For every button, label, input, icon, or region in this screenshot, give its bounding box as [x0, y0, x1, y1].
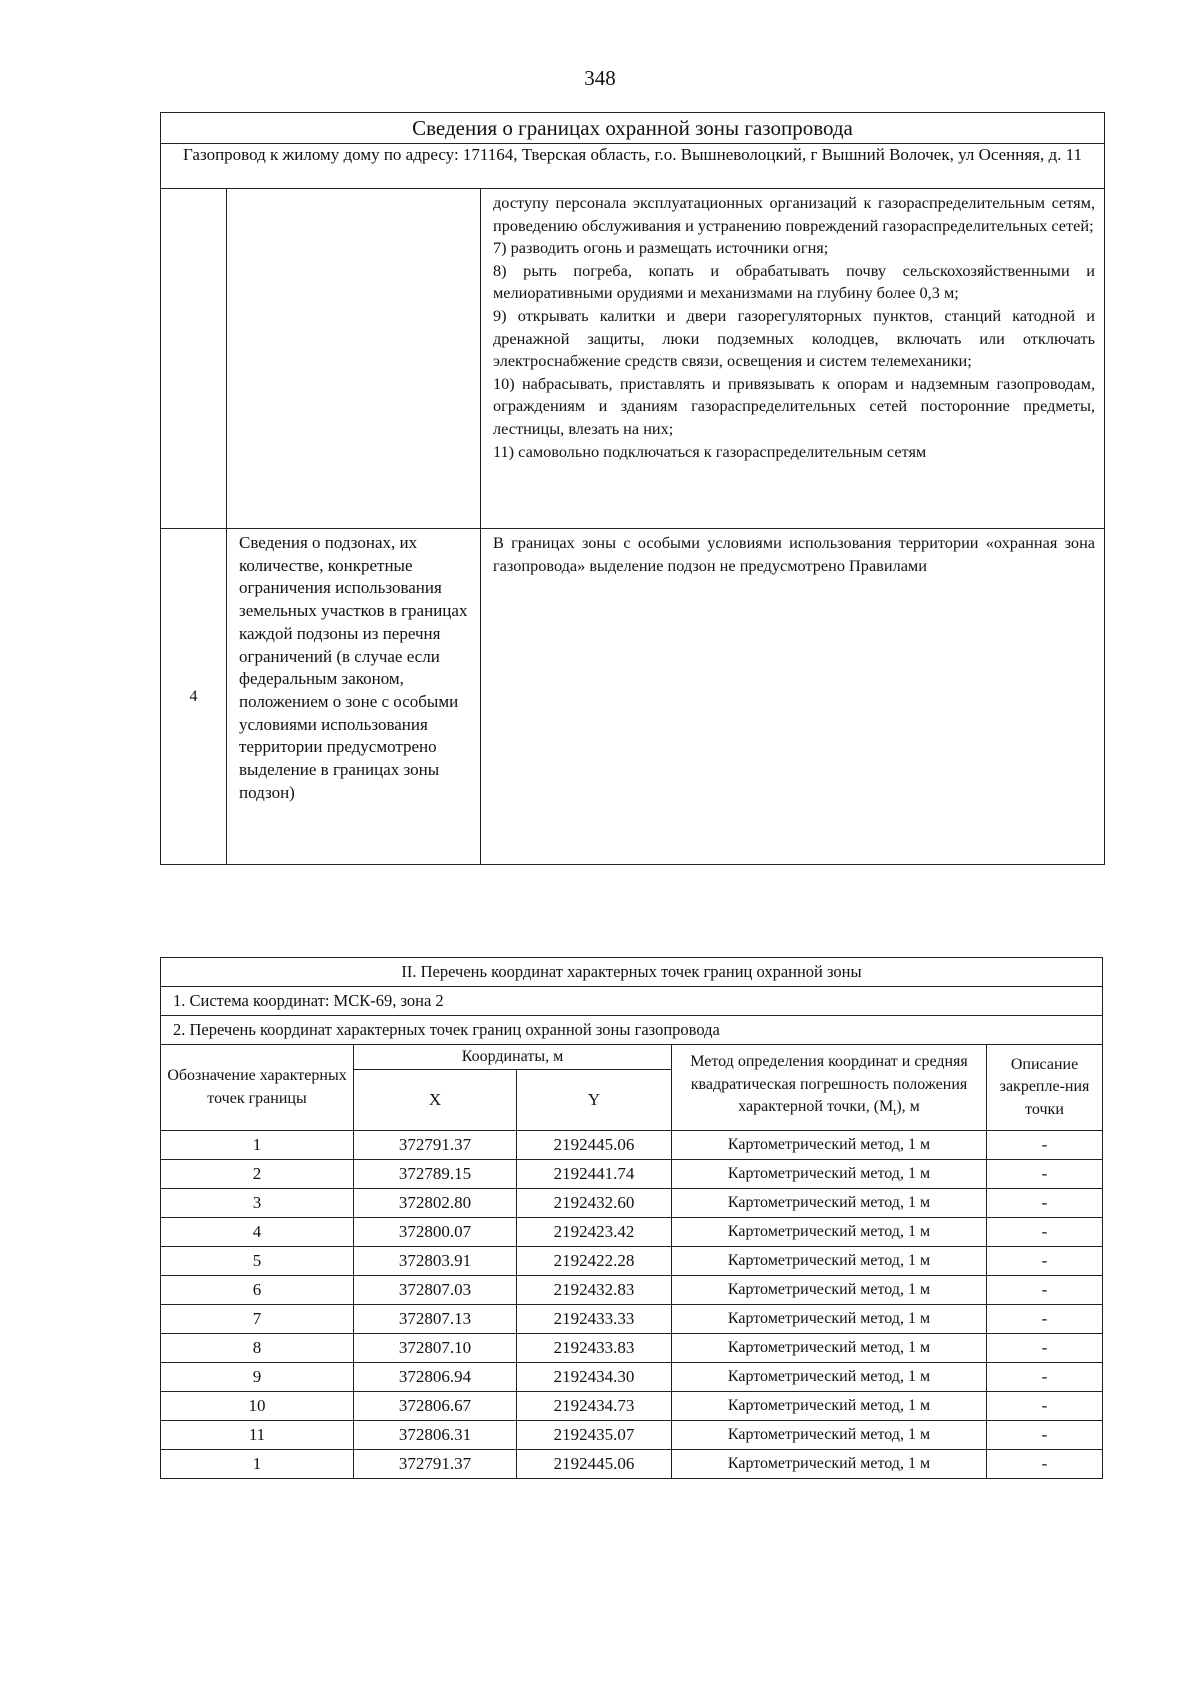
y-cell: 2192432.83 — [517, 1276, 672, 1305]
method-cell: Картометрический метод, 1 м — [672, 1160, 987, 1189]
y-cell: 2192432.60 — [517, 1189, 672, 1218]
description-cell: - — [987, 1450, 1103, 1479]
table-row — [161, 1363, 1103, 1392]
method-cell: Картометрический метод, 1 м — [672, 1247, 987, 1276]
subzones-row — [161, 529, 1105, 865]
table-row — [161, 1218, 1103, 1247]
x-cell: 372807.13 — [354, 1305, 517, 1334]
table-row — [161, 1276, 1103, 1305]
method-cell: Картометрический метод, 1 м — [672, 1305, 987, 1334]
x-cell: 372802.80 — [354, 1189, 517, 1218]
method-cell: Картометрический метод, 1 м — [672, 1450, 987, 1479]
subzones-number: 4 — [161, 529, 227, 865]
point-id-cell: 11 — [161, 1421, 354, 1450]
y-cell: 2192441.74 — [517, 1160, 672, 1189]
method-cell: Картометрический метод, 1 м — [672, 1131, 987, 1160]
restriction-line: 9) открывать калитки и двери газорегуляторных пунктов, станций катодной и дренажной защиты, люки подземных колодцев, включать или отключать электроснабжение средств связи, освещения и систем телемеханики; — [493, 305, 1096, 371]
point-id-cell: 1 — [161, 1450, 354, 1479]
subzones-label: Сведения о подзонах, их количестве, конкретные ограничения использования земельных участков в границах каждой подзоны из перечня ограничений (в случае если федеральным законом, положением о зоне с особыми условиями использования территории предусмотрено выделение в границах зоны подзон) — [227, 529, 481, 865]
y-cell: 2192423.42 — [517, 1218, 672, 1247]
description-cell: - — [987, 1392, 1103, 1421]
section-title: II. Перечень координат характерных точек границ охранной зоны — [161, 958, 1103, 987]
page-number: 348 — [584, 66, 616, 90]
point-id-cell: 6 — [161, 1276, 354, 1305]
point-id-cell: 9 — [161, 1363, 354, 1392]
description-cell: - — [987, 1334, 1103, 1363]
method-cell: Картометрический метод, 1 м — [672, 1189, 987, 1218]
table-row — [161, 1334, 1103, 1363]
restriction-line: 7) разводить огонь и размещать источники огня; — [493, 238, 829, 258]
description-cell: - — [987, 1421, 1103, 1450]
coordinates-table — [160, 957, 1103, 1479]
header-x: X — [354, 1070, 517, 1131]
point-id-cell: 3 — [161, 1189, 354, 1218]
point-id-cell: 10 — [161, 1392, 354, 1421]
point-id-cell: 4 — [161, 1218, 354, 1247]
x-cell: 372800.07 — [354, 1218, 517, 1247]
table-header-row — [161, 1045, 1103, 1070]
description-cell: - — [987, 1160, 1103, 1189]
y-cell: 2192434.30 — [517, 1363, 672, 1392]
description-cell: - — [987, 1218, 1103, 1247]
restrictions-number-cell — [161, 189, 227, 529]
table-row — [161, 1392, 1103, 1421]
table-row — [161, 1247, 1103, 1276]
y-cell: 2192445.06 — [517, 1450, 672, 1479]
point-id-cell: 7 — [161, 1305, 354, 1334]
y-cell: 2192434.73 — [517, 1392, 672, 1421]
x-cell: 372791.37 — [354, 1450, 517, 1479]
method-cell: Картометрический метод, 1 м — [672, 1421, 987, 1450]
description-cell: - — [987, 1276, 1103, 1305]
header-point: Обозначение характерных точек границы — [161, 1045, 354, 1131]
restriction-line: 10) набрасывать, приставлять и привязывать к опорам и надземным газопроводам, ограждениям и зданиям газораспределительных сетей посторонние предметы, лестницы, влезать на них; — [493, 373, 1096, 438]
description-cell: - — [987, 1131, 1103, 1160]
y-cell: 2192433.33 — [517, 1305, 672, 1334]
points-body — [161, 1131, 1103, 1479]
restrictions-text-cell — [481, 189, 1105, 529]
x-cell: 372807.10 — [354, 1334, 517, 1363]
table-row — [161, 1305, 1103, 1334]
x-cell: 372806.94 — [354, 1363, 517, 1392]
header-method: Метод определения координат и средняя квадратическая погрешность положения характерной точки, $(M_t)$, м — [672, 1045, 987, 1131]
method-cell: Картометрический метод, 1 м — [672, 1392, 987, 1421]
header-description: Описание закрепле-ния точки — [987, 1045, 1103, 1131]
header-coords: Координаты, м — [354, 1045, 672, 1070]
x-cell: 372789.15 — [354, 1160, 517, 1189]
method-cell: Картометрический метод, 1 м — [672, 1334, 987, 1363]
section-title-row — [161, 958, 1103, 987]
y-cell: 2192435.07 — [517, 1421, 672, 1450]
x-cell: 372807.03 — [354, 1276, 517, 1305]
point-id-cell: 1 — [161, 1131, 354, 1160]
subzones-text: В границах зоны с особыми условиями использования территории «охранная зона газопровода» выделение подзон не предусмотрено Правилами — [481, 529, 1105, 865]
document-title: Сведения о границах охранной зоны газопровода — [161, 113, 1105, 144]
restriction-line: 11) самовольно подключаться к газораспределительным сетям — [493, 441, 927, 461]
x-cell: 372806.67 — [354, 1392, 517, 1421]
point-id-cell: 8 — [161, 1334, 354, 1363]
method-cell: Картометрический метод, 1 м — [672, 1276, 987, 1305]
x-cell: 372803.91 — [354, 1247, 517, 1276]
coord-list-title-row — [161, 1016, 1103, 1045]
y-cell: 2192433.83 — [517, 1334, 672, 1363]
table-row — [161, 1131, 1103, 1160]
restrictions-row — [161, 189, 1105, 529]
coord-list-title: 2. Перечень координат характерных точек границ охранной зоны газопровода — [161, 1016, 1103, 1045]
subtitle-row — [161, 144, 1105, 189]
point-id-cell: 2 — [161, 1160, 354, 1189]
description-cell: - — [987, 1305, 1103, 1334]
table-row — [161, 1421, 1103, 1450]
method-cell: Картометрический метод, 1 м — [672, 1218, 987, 1247]
y-cell: 2192445.06 — [517, 1131, 672, 1160]
restriction-line: 8) рыть погреба, копать и обрабатывать почву сельскохозяйственными и мелиоративными орудиями и механизмами на глубину более 0,3 м; — [493, 260, 1096, 303]
restriction-line: доступу персонала эксплуатационных организаций к газораспределительным сетям, проведению обслуживания и устранению повреждений газораспределительных сетей; — [493, 193, 1096, 235]
table-row — [161, 1160, 1103, 1189]
description-cell: - — [987, 1247, 1103, 1276]
point-id-cell: 5 — [161, 1247, 354, 1276]
coord-system: 1. Система координат: МСК-69, зона 2 — [161, 987, 1103, 1016]
y-cell: 2192422.28 — [517, 1247, 672, 1276]
table-row — [161, 1189, 1103, 1218]
description-cell: - — [987, 1189, 1103, 1218]
document-subtitle: Газопровод к жилому дому по адресу: 171164, Тверская область, г.о. Вышневолоцкий, г Вышний Волочек, ул Осенняя, д. 11 — [161, 144, 1105, 189]
title-row — [161, 113, 1105, 144]
header-y: Y — [517, 1070, 672, 1131]
restrictions-label-cell — [227, 189, 481, 529]
zone-info-table — [160, 112, 1105, 865]
x-cell: 372806.31 — [354, 1421, 517, 1450]
table-row — [161, 1450, 1103, 1479]
coord-system-row — [161, 987, 1103, 1016]
x-cell: 372791.37 — [354, 1131, 517, 1160]
method-cell: Картометрический метод, 1 м — [672, 1363, 987, 1392]
description-cell: - — [987, 1363, 1103, 1392]
